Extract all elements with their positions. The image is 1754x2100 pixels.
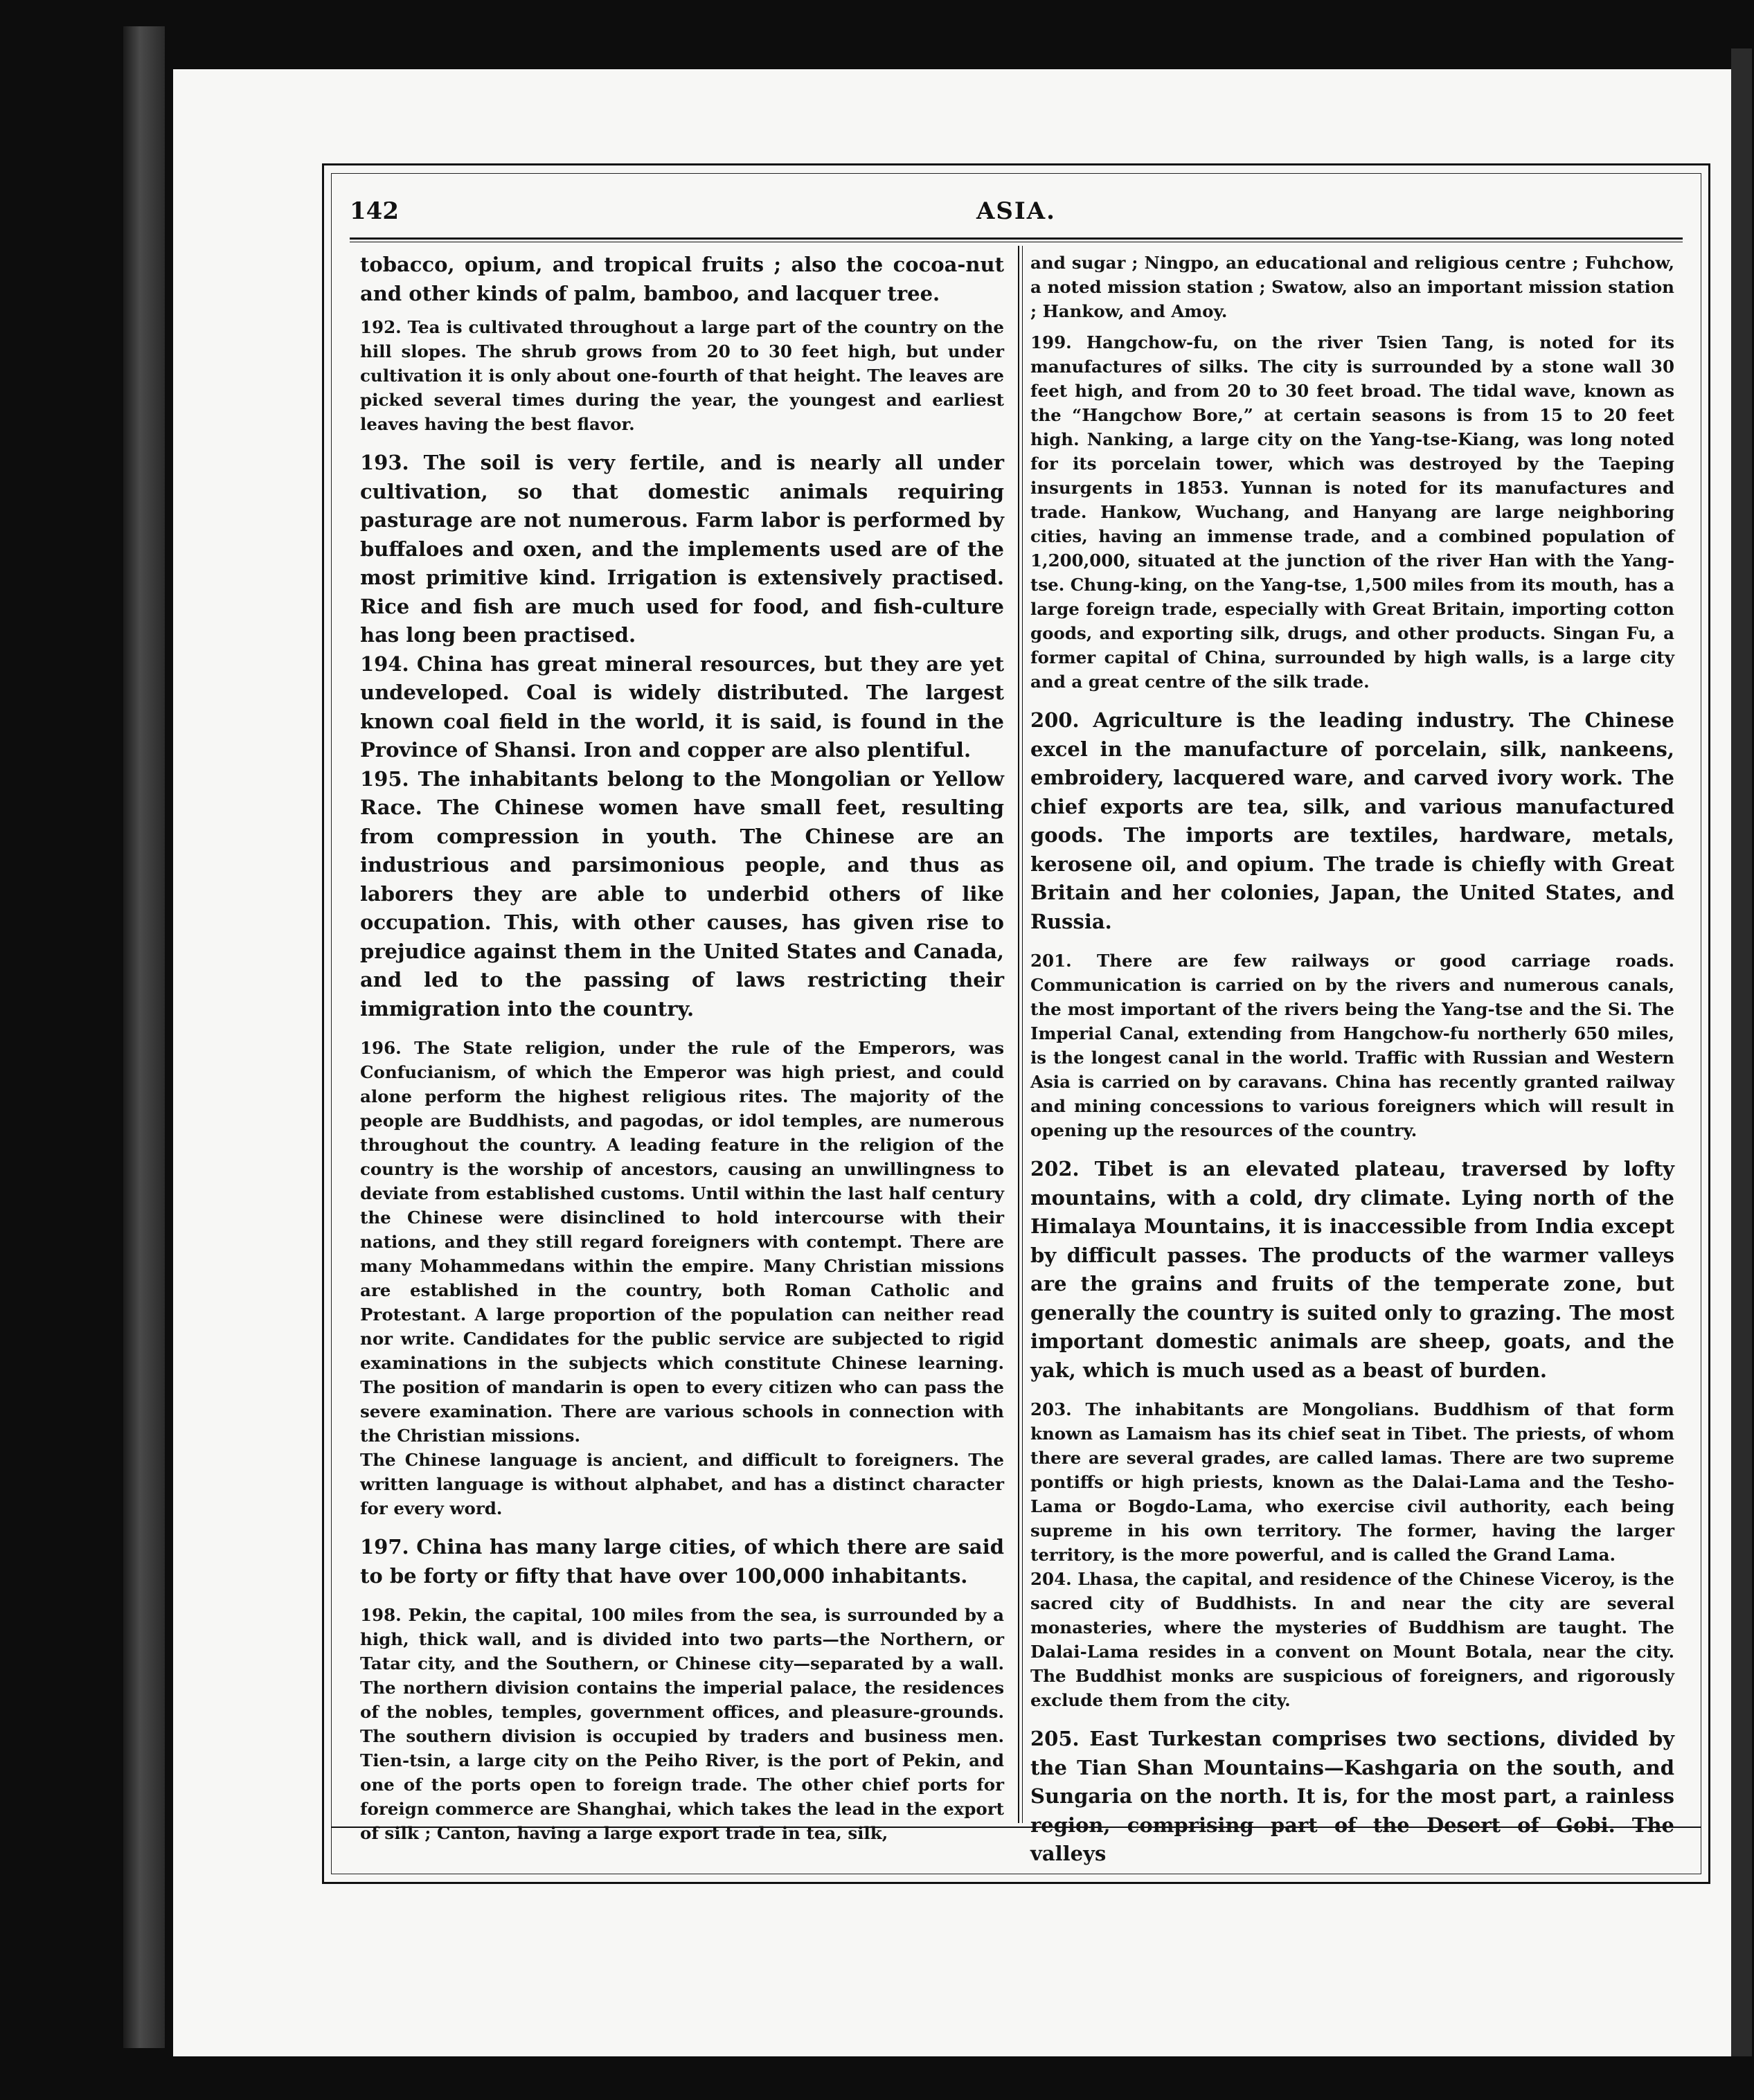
column-divider-inner [1022, 246, 1023, 1823]
running-head: ASIA. [976, 197, 1057, 225]
paragraph-196: 196. The State religion, under the rule of the Emperors, was Confucianism, of which the Emperor was high priest, and could alone perform the highest religious rites. The majority of the people are Buddhists, and pagodas, or idol temples, are numerous throughout the country. A leading feature in the religion of the country is the worship of ancestors, causing an unwillingness to deviate from established customs. Until within the last half century the Chinese were disinclined to hold intercourse with their nations, and they still regard foreigners with contempt. There are many Mohammedans within the empire. Many Christian missions are established in the country, both Roman Catholic and Protestant. A large proportion of the population can neither read nor write. Candidates for the public service are subjected to rigid examinations in the subjects which constitute Chinese learning. The position of mandarin is open to every citizen who can pass the severe examination. There are various schools in connection with the Christian missions. [360, 1038, 1004, 1446]
book-binding-edge [123, 26, 165, 2048]
paragraph-202: 202. Tibet is an elevated plateau, traversed by lofty mountains, with a cold, dry climate. Lying north of the Himalaya Mountains, it is inaccessible from India except by difficult passes. The products of the warmer valleys are the grains and fruits of the temperate zone, but generally the country is suited only to grazing. The most important domestic animals are sheep, goats, and the yak, which is much used as a beast of burden. [1030, 1157, 1674, 1382]
page-right-edge [1731, 48, 1752, 2056]
paragraph-203: 203. The inhabitants are Mongolians. Buddhism of that form known as Lamaism has its chief seat in Tibet. The priests, of whom there are several grades, are called lamas. There are two supreme pontiffs or high priests, known as the Dalai-Lama and the Tesho-Lama or Bogdo-Lama, who exercise civil authority, each being supreme in his own territory. The former, having the larger territory, is the more powerful, and is called the Grand Lama. [1030, 1399, 1674, 1565]
header-rule [350, 237, 1683, 242]
paragraph-198-continued: and sugar ; Ningpo, an educational and religious centre ; Fuhchow, a noted mission station ; Swatow, also an important mission station ; Hankow, and Amoy. [1030, 253, 1674, 321]
paragraph-196-language: The Chinese language is ancient, and difficult to foreigners. The written language is without alphabet, and has a distinct character for every word. [360, 1450, 1004, 1518]
column-divider [1018, 246, 1019, 1823]
left-column [360, 251, 1004, 1845]
paragraph-201: 201. There are few railways or good carriage roads. Communication is carried on by the rivers and numerous canals, the most important of the rivers being the Yang-tse and the Si. The Imperial Canal, extending from Hangchow-fu northerly 650 miles, is the longest canal in the world. Traffic with Russian and Western Asia is carried on by caravans. China has recently granted railway and mining concessions to various foreigners which will result in opening up the resources of the country. [1030, 951, 1674, 1140]
paragraph-197: 197. China has many large cities, of which there are said to be forty or fifty that have over 100,000 inhabitants. [360, 1535, 1004, 1588]
paragraph-194: 194. China has great mineral resources, but they are yet undeveloped. Coal is widely distributed. The largest known coal field in the world, it is said, is found in the Province of Shansi. Iron and copper are also plentiful. [360, 652, 1004, 762]
paragraph-195: 195. The inhabitants belong to the Mongolian or Yellow Race. The Chinese women have small feet, resulting from compression in youth. The Chinese are an industrious and parsimonious people, and thus as laborers they are able to underbid others of like occupation. This, with other causes, has given rise to prejudice against them in the United States and Canada, and led to the passing of laws restricting their immigration into the country. [360, 766, 1004, 1021]
right-column [1030, 251, 1674, 1869]
paragraph-205: 205. East Turkestan comprises two sections, divided by the Tian Shan Mountains—Kashgaria on the south, and Sungaria on the north. It is, for the most part, a rainless region, comprising part of the Desert of Gobi. The valleys [1030, 1727, 1674, 1865]
paragraph-continued: tobacco, opium, and tropical fruits ; also the cocoa-nut and other kinds of palm, bamboo, and lacquer tree. [360, 253, 1004, 305]
paragraph-198: 198. Pekin, the capital, 100 miles from the sea, is surrounded by a high, thick wall, and is divided into two parts—the Northern, or Tatar city, and the Southern, or Chinese city—separated by a wall. The northern division contains the imperial palace, the residences of the nobles, temples, government offices, and pleasure-grounds. The southern division is occupied by traders and business men. Tien-tsin, a large city on the Peiho River, is the port of Pekin, and one of the ports open to foreign trade. The other chief ports for foreign commerce are Shanghai, which takes the lead in the export of silk ; Canton, having a large export trade in tea, silk, [360, 1605, 1004, 1843]
paragraph-199: 199. Hangchow-fu, on the river Tsien Tang, is noted for its manufactures of silks. The city is surrounded by a stone wall 30 feet high, and from 20 to 30 feet broad. The tidal wave, known as the “Hangchow Bore,” at certain seasons is from 15 to 20 feet high. Nanking, a large city on the Yang-tse-Kiang, was long noted for its porcelain tower, which was destroyed by the Taeping insurgents in 1853. Yunnan is noted for its manufactures and trade. Hankow, Wuchang, and Hanyang are large neighboring cities, having an immense trade, and a combined population of 1,200,000, situated at the junction of the river Han with the Yang-tse. Chung-king, on the Yang-tse, 1,500 miles from its mouth, has a large foreign trade, especially with Great Britain, importing cotton goods, and exporting silk, drugs, and other products. Singan Fu, a former capital of China, surrounded by high walls, is a large city and a great centre of the silk trade. [1030, 332, 1674, 692]
paragraph-192: 192. Tea is cultivated throughout a large part of the country on the hill slopes. The shrub grows from 20 to 30 feet high, but under cultivation it is only about one-fourth of that height. The leaves are picked several times during the year, the youngest and earliest leaves having the best flavor. [360, 317, 1004, 434]
page-number: 142 [350, 197, 399, 225]
footer-rule [331, 1827, 1701, 1828]
paragraph-204: 204. Lhasa, the capital, and residence of the Chinese Viceroy, is the sacred city of Buddhists. In and near the city are several monasteries, where the mysteries of Buddhism are taught. The Dalai-Lama resides in a convent on Mount Botala, near the city. The Buddhist monks are suspicious of foreigners, and rigorously exclude them from the city. [1030, 1569, 1674, 1710]
page-header [350, 197, 1683, 239]
paragraph-193: 193. The soil is very fertile, and is nearly all under cultivation, so that domestic animals requiring pasturage are not numerous. Farm labor is performed by buffaloes and oxen, and the implements used are of the most primitive kind. Irrigation is extensively practised. Rice and fish are much used for food, and fish-culture has long been practised. [360, 451, 1004, 647]
paragraph-200: 200. Agriculture is the leading industry. The Chinese excel in the manufacture of porcelain, silk, nankeens, embroidery, lacquered ware, and carved ivory work. The chief exports are tea, silk, and various manufactured goods. The imports are textiles, hardware, metals, kerosene oil, and opium. The trade is chiefly with Great Britain and her colonies, Japan, the United States, and Russia. [1030, 708, 1674, 933]
